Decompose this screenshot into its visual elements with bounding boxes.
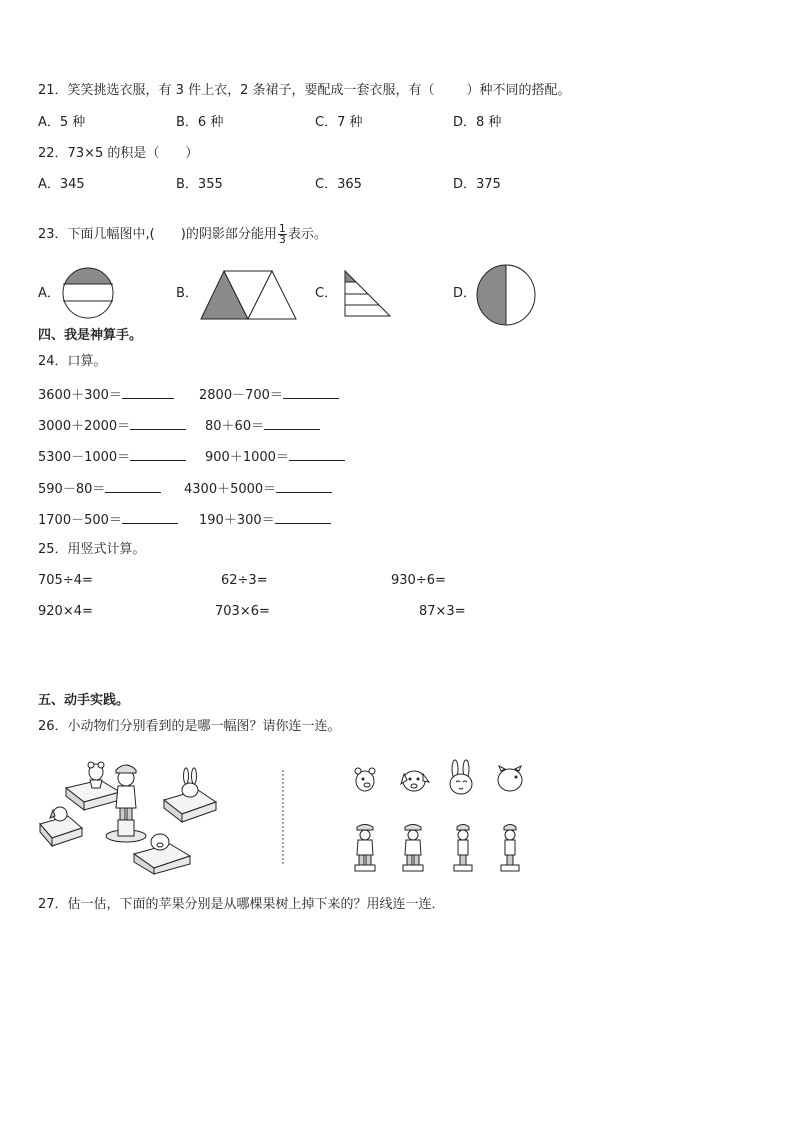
q23-figure-a-circle[interactable] [62,267,114,319]
q24-expression: 5300－1000＝ [38,450,131,465]
answer-blank[interactable] [105,480,161,493]
answer-blank[interactable] [264,417,320,430]
q24-item [205,417,320,435]
q24-expression: 1700－500＝ [38,513,122,528]
dog-head-icon[interactable] [399,766,431,794]
q25-expression: 62÷3= [221,573,268,588]
q22-option-b[interactable]: B．355 [176,177,223,192]
q22-option-c[interactable]: C．365 [315,177,362,192]
answer-blank[interactable] [276,480,332,493]
q21-option-c[interactable]: C．7 种 [315,115,363,130]
question-22-text: 22．73×5 的积是（ ） [38,146,199,161]
q24-item [38,511,178,529]
q21-option-d[interactable]: D．8 种 [453,115,502,130]
bear-head-icon[interactable] [352,764,378,794]
q24-item [199,511,331,529]
q24-item [184,480,332,498]
section-4-heading: 四、我是神算手。 [38,328,143,343]
question-21-text-before: 21．笑笑挑选衣服，有 3 件上衣，2 条裙子，要配成一套衣服，有（ [38,83,435,98]
q25-expression: 705÷4= [38,573,93,588]
answer-blank[interactable] [130,448,186,461]
q23-option-b-label[interactable]: B． [176,286,198,301]
policeman-back-view-icon[interactable] [400,823,426,873]
dashed-divider [281,770,285,866]
car-with-pig-icon [134,834,190,874]
question-23-text-after: 表示。 [287,227,327,242]
question-21-text-after: ）种不同的搭配。 [466,83,571,98]
section-5-heading: 五、动手实践。 [38,693,130,708]
car-with-rabbit-icon [164,768,216,822]
q22-option-a[interactable]: A．345 [38,177,85,192]
question-24-title: 24．口算。 [38,354,107,369]
answer-blank[interactable] [275,511,331,524]
answer-blank[interactable] [283,386,339,399]
answer-blank[interactable] [122,386,174,399]
question-21 [38,83,571,99]
fraction-one-third [278,224,287,245]
car-with-bear-icon [66,762,120,810]
q24-expression: 3600＋300＝ [38,388,122,403]
policeman-figure-icon [106,765,146,842]
question-23 [38,224,327,245]
fraction-numerator: 1 [278,222,286,235]
question-26-text: 26．小动物们分别看到的是哪一幅图？请你连一连。 [38,719,341,734]
q24-item [38,417,186,435]
q24-item [38,480,161,498]
animals-scene-illustration [38,758,248,876]
answer-blank[interactable] [130,417,186,430]
q24-item [205,448,345,466]
answer-blank[interactable] [122,511,178,524]
policeman-right-side-icon[interactable] [497,823,523,873]
policeman-left-side-icon[interactable] [450,823,476,873]
q24-item [38,386,174,404]
q25-expression: 930÷6= [391,573,446,588]
q23-option-a-label[interactable]: A． [38,286,60,301]
q24-expression: 190＋300＝ [199,513,275,528]
car-with-dog-icon [40,807,82,846]
q24-expression: 3000＋2000＝ [38,419,131,434]
q23-figure-c-right-triangle[interactable] [344,270,392,318]
q23-figure-d-circle-half[interactable] [476,264,536,326]
q23-figure-b-triangles[interactable] [200,270,298,320]
q24-expression: 900＋1000＝ [205,450,289,465]
q24-item [199,386,339,404]
answer-blank[interactable] [289,448,345,461]
question-25-title: 25．用竖式计算。 [38,542,146,557]
policeman-front-view-icon[interactable] [352,823,378,873]
question-27-text: 27．估一估，下面的苹果分别是从哪棵果树上掉下来的？用线连一连． [38,897,445,912]
q24-item [38,448,186,466]
fraction-denominator: 3 [278,233,286,246]
q24-expression: 80＋60＝ [205,419,265,434]
q21-option-b[interactable]: B．6 种 [176,115,224,130]
q25-expression: 703×6= [215,604,270,619]
q21-option-a[interactable]: A．5 种 [38,115,86,130]
q24-expression: 4300＋5000＝ [184,482,277,497]
q24-expression: 590－80＝ [38,482,106,497]
q23-option-c-label[interactable]: C． [315,286,338,301]
q25-expression: 920×4= [38,604,93,619]
question-23-text-before: 23．下面几幅图中,( )的阴影部分能用 [38,227,277,242]
rabbit-head-icon[interactable] [446,760,476,796]
q24-expression: 2800－700＝ [199,388,283,403]
q23-option-d-label[interactable]: D． [453,286,477,301]
q22-option-d[interactable]: D．375 [453,177,501,192]
q25-expression: 87×3= [419,604,466,619]
pig-head-icon[interactable] [495,764,525,794]
